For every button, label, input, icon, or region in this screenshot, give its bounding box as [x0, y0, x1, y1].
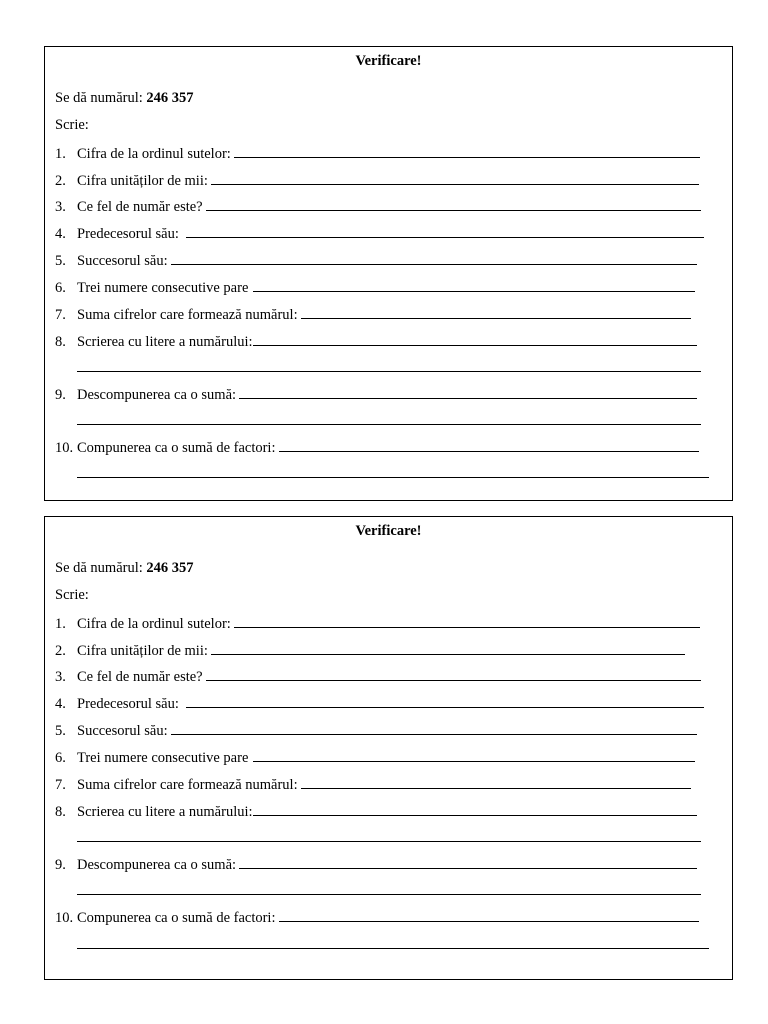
- question-text: Ce fel de număr este?: [77, 199, 203, 215]
- question-7: [55, 304, 691, 324]
- question-1: [55, 143, 700, 163]
- prompt-label: Scrie:: [55, 117, 89, 133]
- question-8: [55, 801, 697, 821]
- given-number: 246 357: [146, 90, 194, 106]
- answer-line[interactable]: [211, 640, 685, 655]
- question-2: [55, 640, 685, 660]
- question-number: 7.: [55, 307, 66, 323]
- answer-line[interactable]: [234, 613, 700, 628]
- question-number: 7.: [55, 777, 66, 793]
- question-4: [55, 223, 704, 243]
- question-number: 2.: [55, 643, 66, 659]
- question-number: 4.: [55, 226, 66, 242]
- question-10: [55, 437, 699, 457]
- question-3: [55, 196, 701, 216]
- question-number: 6.: [55, 750, 66, 766]
- question-text: Trei numere consecutive pare: [77, 750, 249, 766]
- answer-line[interactable]: [206, 196, 701, 211]
- question-text: Compunerea ca o sumă de factori:: [77, 910, 276, 926]
- question-number: 3.: [55, 199, 66, 215]
- question-9: [55, 854, 697, 874]
- answer-line[interactable]: [186, 223, 704, 238]
- answer-line[interactable]: [253, 801, 697, 816]
- answer-line[interactable]: [301, 304, 691, 319]
- answer-line[interactable]: [211, 170, 699, 185]
- answer-line-continuation[interactable]: [77, 841, 701, 842]
- question-9: [55, 384, 697, 404]
- question-number: 8.: [55, 804, 66, 820]
- question-text: Succesorul său:: [77, 253, 168, 269]
- answer-line[interactable]: [171, 250, 697, 265]
- question-text: Compunerea ca o sumă de factori:: [77, 440, 276, 456]
- question-number: 4.: [55, 696, 66, 712]
- answer-line[interactable]: [253, 277, 695, 292]
- question-text: Cifra de la ordinul sutelor:: [77, 616, 231, 632]
- answer-line-continuation[interactable]: [77, 424, 701, 425]
- answer-line-continuation[interactable]: [77, 948, 709, 949]
- answer-line-continuation[interactable]: [77, 477, 709, 478]
- question-2: [55, 170, 699, 190]
- prompt-label: Scrie:: [55, 587, 89, 603]
- question-4: [55, 693, 704, 713]
- card-title: Verificare!: [355, 523, 422, 539]
- answer-line[interactable]: [279, 907, 699, 922]
- question-text: Cifra unităților de mii:: [77, 643, 208, 659]
- question-text: Cifra de la ordinul sutelor:: [77, 146, 231, 162]
- question-text: Scrierea cu litere a numărului:: [77, 804, 253, 820]
- answer-line[interactable]: [279, 437, 699, 452]
- answer-line[interactable]: [239, 854, 697, 869]
- question-text: Descompunerea ca o sumă:: [77, 387, 237, 403]
- question-text: Cifra unităților de mii:: [77, 173, 208, 189]
- question-text: Predecesorul său:: [77, 226, 179, 242]
- worksheet-card-2: [44, 516, 733, 980]
- answer-line[interactable]: [171, 720, 697, 735]
- question-number: 6.: [55, 280, 66, 296]
- question-number: 1.: [55, 616, 66, 632]
- question-number: 9.: [55, 857, 66, 873]
- answer-line[interactable]: [234, 143, 700, 158]
- answer-line-continuation[interactable]: [77, 371, 701, 372]
- question-number: 10.: [55, 910, 74, 926]
- question-5: [55, 250, 697, 270]
- given-number: 246 357: [146, 560, 194, 576]
- question-text: Suma cifrelor care formează numărul:: [77, 777, 298, 793]
- question-3: [55, 666, 701, 686]
- answer-line[interactable]: [301, 774, 691, 789]
- question-number: 2.: [55, 173, 66, 189]
- question-text: Predecesorul său:: [77, 696, 179, 712]
- question-text: Descompunerea ca o sumă:: [77, 857, 237, 873]
- question-number: 3.: [55, 669, 66, 685]
- question-number: 8.: [55, 334, 66, 350]
- question-text: Suma cifrelor care formează numărul:: [77, 307, 298, 323]
- card-title: Verificare!: [355, 53, 422, 69]
- question-number: 5.: [55, 253, 66, 269]
- given-number-line: [55, 89, 194, 107]
- question-text: Ce fel de număr este?: [77, 669, 203, 685]
- question-6: [55, 747, 695, 767]
- question-10: [55, 907, 699, 927]
- answer-line[interactable]: [239, 384, 697, 399]
- intro-label: Se dă numărul:: [55, 90, 143, 106]
- question-8: [55, 331, 697, 351]
- intro-label: Se dă numărul:: [55, 560, 143, 576]
- question-text: Succesorul său:: [77, 723, 168, 739]
- question-1: [55, 613, 700, 633]
- question-text: Scrierea cu litere a numărului:: [77, 334, 253, 350]
- question-6: [55, 277, 695, 297]
- given-number-line: [55, 559, 194, 577]
- answer-line[interactable]: [186, 693, 704, 708]
- answer-line[interactable]: [253, 747, 695, 762]
- question-number: 5.: [55, 723, 66, 739]
- question-number: 10.: [55, 440, 74, 456]
- answer-line-continuation[interactable]: [77, 894, 701, 895]
- worksheet-card-1: [44, 46, 733, 501]
- question-5: [55, 720, 697, 740]
- question-number: 9.: [55, 387, 66, 403]
- answer-line[interactable]: [206, 666, 701, 681]
- answer-line[interactable]: [253, 331, 697, 346]
- question-text: Trei numere consecutive pare: [77, 280, 249, 296]
- question-7: [55, 774, 691, 794]
- question-number: 1.: [55, 146, 66, 162]
